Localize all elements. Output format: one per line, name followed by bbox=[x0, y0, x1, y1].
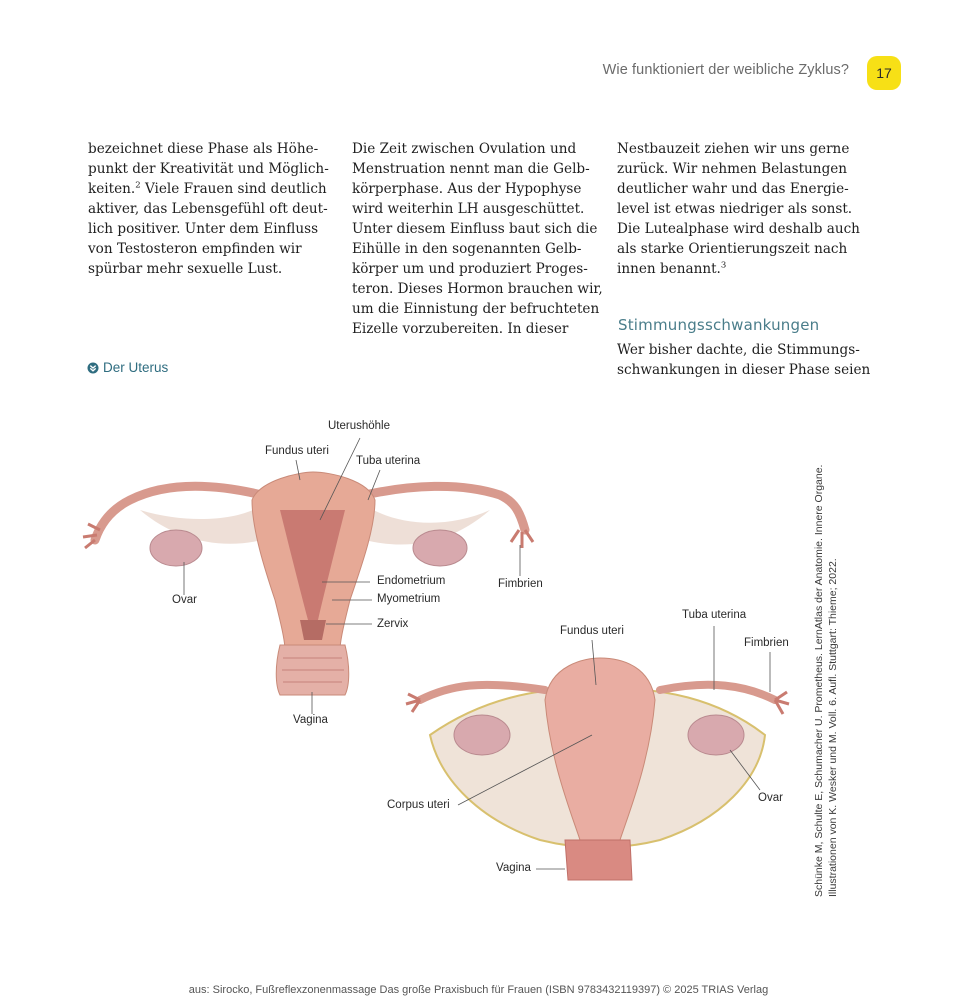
page-number-badge: 17 bbox=[867, 56, 901, 90]
credit-line: Schünke M, Schulte E, Schumacher U. Prometheus. LernAtlas der Anatomie. Innere Organe. bbox=[813, 464, 825, 897]
label-ovar-2: Ovar bbox=[758, 792, 783, 804]
label-zervix: Zervix bbox=[377, 618, 409, 630]
label-endometrium: Endometrium bbox=[377, 575, 446, 587]
text-column-2 bbox=[352, 139, 603, 339]
subheading: Stimmungsschwankungen bbox=[618, 316, 820, 334]
label-fundus-uteri-2: Fundus uteri bbox=[560, 625, 624, 637]
label-fundus-uteri-1: Fundus uteri bbox=[265, 445, 329, 457]
text-column-3-continued bbox=[617, 340, 871, 380]
label-vagina-1: Vagina bbox=[293, 714, 328, 726]
text-line: level ist etwas niedriger als sonst. bbox=[617, 201, 853, 217]
label-myometrium: Myometrium bbox=[377, 593, 441, 605]
credit-line: Illustrationen von K. Wesker und M. Voll. 6. Aufl. Stuttgart: Thieme; 2022. bbox=[827, 558, 839, 897]
text-line: bezeichnet diese Phase als Höhe- bbox=[88, 141, 319, 157]
uterus-posterior-figure bbox=[406, 626, 789, 880]
uterus-section-figure bbox=[83, 438, 533, 714]
text-line: aktiver, das Lebensgefühl oft deut- bbox=[88, 201, 328, 217]
text-line: deutlicher wahr und das Energie- bbox=[617, 181, 849, 197]
text-line: spürbar mehr sexuelle Lust. bbox=[88, 261, 283, 277]
text-line: keiten.$^2$ Viele Frauen sind deutlich bbox=[88, 180, 327, 197]
text-line: innen benannt.$^3$ bbox=[617, 260, 727, 277]
text-line: als starke Orientierungszeit nach bbox=[617, 241, 848, 257]
double-chevron-down-icon bbox=[87, 362, 99, 374]
text-line: Wer bisher dachte, die Stimmungs- bbox=[617, 342, 860, 358]
text-line: körperphase. Aus der Hypophyse bbox=[352, 181, 582, 197]
section-label-text: Der Uterus bbox=[103, 360, 169, 375]
text-line: punkt der Kreativität und Möglich- bbox=[88, 161, 329, 177]
text-column-1 bbox=[88, 139, 329, 279]
label-fimbrien-1: Fimbrien bbox=[498, 578, 543, 590]
text-line: Menstruation nennt man die Gelb- bbox=[352, 161, 590, 177]
label-fimbrien-2: Fimbrien bbox=[744, 637, 789, 649]
text-line: Nestbauzeit ziehen wir uns gerne bbox=[617, 141, 850, 157]
footnote-ref: 2 bbox=[135, 180, 141, 191]
label-tuba-uterina-1: Tuba uterina bbox=[356, 455, 421, 467]
text-line: Die Lutealphase wird deshalb auch bbox=[617, 221, 860, 237]
header-title: Wie funktioniert der weibliche Zyklus? bbox=[602, 62, 849, 78]
label-vagina-2: Vagina bbox=[496, 862, 531, 874]
text-line: wird weiterhin LH ausgeschüttet. bbox=[352, 201, 585, 217]
text-line: um die Einnistung der befruchteten bbox=[352, 301, 600, 317]
text-line: körper um und produziert Proges- bbox=[352, 261, 588, 277]
label-tuba-uterina-2: Tuba uterina bbox=[682, 609, 747, 621]
text-line: Eizelle vorzubereiten. In dieser bbox=[352, 321, 569, 337]
text-line: Eihülle in den sogenannten Gelb- bbox=[352, 241, 582, 257]
label-uterushoehle: Uterushöhle bbox=[328, 420, 391, 432]
text-column-3 bbox=[617, 139, 860, 279]
text-line: schwankungen in dieser Phase seien bbox=[617, 362, 871, 378]
text-line: teron. Dieses Hormon brauchen wir, bbox=[352, 281, 603, 297]
section-label bbox=[87, 360, 168, 375]
text-line: von Testosteron empfinden wir bbox=[88, 241, 302, 257]
label-corpus-uteri: Corpus uteri bbox=[387, 799, 450, 811]
text-line: Die Zeit zwischen Ovulation und bbox=[352, 141, 577, 157]
footer-source: aus: Sirocko, Fußreflexzonenmassage Das große Praxisbuch für Frauen (ISBN 9783432119397) © 2025 TRIAS Verlag bbox=[188, 984, 769, 996]
text-line: lich positiver. Unter dem Einfluss bbox=[88, 221, 319, 237]
footnote-ref: 3 bbox=[720, 260, 727, 271]
text-line: zurück. Wir nehmen Belastungen bbox=[617, 161, 848, 177]
label-ovar-1: Ovar bbox=[172, 594, 197, 606]
image-credit bbox=[812, 447, 840, 897]
text-line: Unter diesem Einfluss baut sich die bbox=[352, 221, 598, 237]
